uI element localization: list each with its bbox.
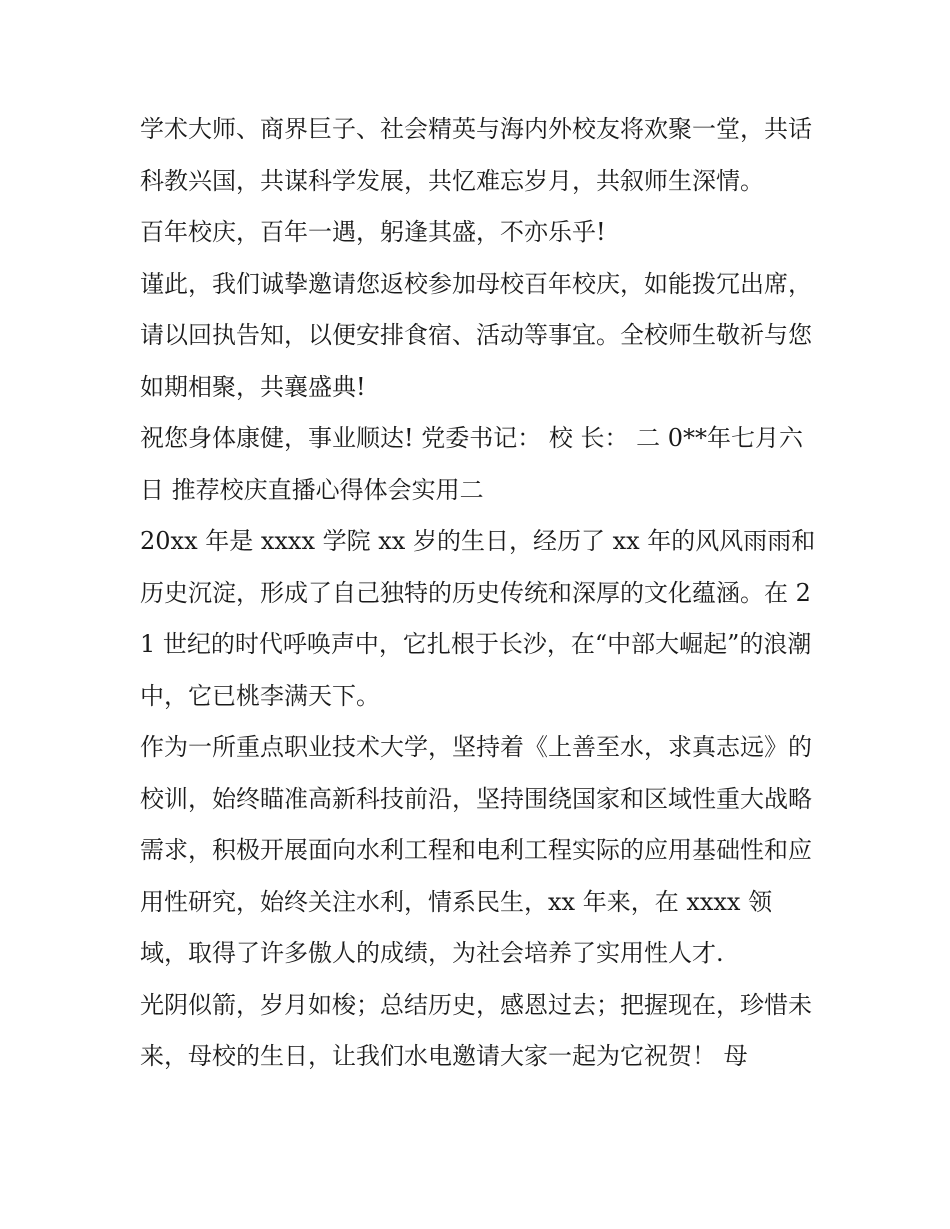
paragraph-signature: 祝您身体康健，事业顺达! 党委书记： 校 长： 二 0**年七月六日 推荐校庆直播心得体会实用二 — [140, 424, 804, 504]
paragraph-invitation: 谨此，我们诚挚邀请您返校参加母校百年校庆，如能拨冗出席，请以回执告知，以便安排食宿、活动等事宜。全校师生敬祈与您如期相聚，共襄盛典! — [140, 269, 812, 401]
document-body — [140, 104, 820, 1083]
paragraph-invitation-intro: 学术大师、商界巨子、社会精英与海内外校友将欢聚一堂，共话科教兴国，共谋科学发展，共忆难忘岁月，共叙师生深情。 — [140, 115, 812, 195]
paragraph-anniversary: 20xx 年是 xxxx 学院 xx 岁的生日，经历了 xx 年的风风雨雨和历史沉淀，形成了自己独特的历史传统和深厚的文化蕴涵。在 21 世纪的时代呼唤声中，它扎根于长沙，在“中部大崛起”的浪潮中，它已桃李满天下。 — [140, 527, 816, 710]
paragraph-university: 作为一所重点职业技术大学，坚持着《上善至水，求真志远》的校训，始终瞄准高新科技前沿，坚持围绕国家和区域性重大战略需求，积极开展面向水利工程和电利工程实际的应用基础性和应用性研究，始终关注水利，情系民生，xx 年来，在 xxxx 领域，取得了许多傲人的成绩，为社会培养了实用性人才. — [140, 733, 812, 967]
paragraph-closing: 光阴似箭，岁月如梭；总结历史，感恩过去；把握现在，珍惜未来，母校的生日，让我们水电邀请大家一起为它祝贺！ 母 — [140, 990, 812, 1070]
paragraph-centennial: 百年校庆，百年一遇，躬逢其盛，不亦乐乎! — [140, 218, 606, 246]
